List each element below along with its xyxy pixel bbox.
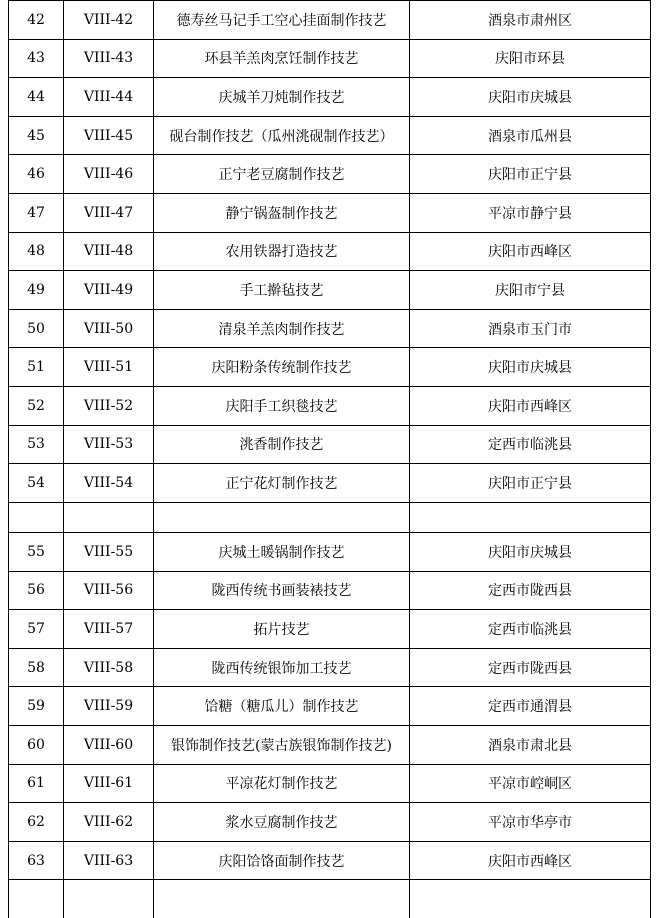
- row-number-cell: 60: [9, 725, 64, 764]
- region-cell: 庆阳市宁县: [410, 271, 651, 310]
- row-number-cell: 46: [9, 155, 64, 194]
- table-row: [9, 610, 651, 649]
- item-name-cell: 清泉羊羔肉制作技艺: [154, 309, 410, 348]
- row-number-cell: 47: [9, 193, 64, 232]
- row-number-cell: 49: [9, 271, 64, 310]
- table-row: [9, 348, 651, 387]
- row-number-cell: 58: [9, 648, 64, 687]
- table-row: [9, 78, 651, 117]
- item-code-cell: VIII-48: [64, 232, 154, 271]
- table-row: [9, 1, 651, 40]
- table-row: [9, 571, 651, 610]
- region-cell: 酒泉市肃北县: [410, 725, 651, 764]
- item-code-cell: VIII-54: [64, 464, 154, 503]
- empty-cell: [154, 880, 410, 918]
- row-number-cell: 50: [9, 309, 64, 348]
- row-number-cell: 45: [9, 116, 64, 155]
- region-cell: 定西市陇西县: [410, 648, 651, 687]
- row-number-cell: 56: [9, 571, 64, 610]
- row-number-cell: 42: [9, 1, 64, 40]
- row-number-cell: 59: [9, 687, 64, 726]
- item-name-cell: 静宁锅盔制作技艺: [154, 193, 410, 232]
- heritage-table-part-2: [8, 532, 651, 918]
- item-code-cell: VIII-57: [64, 610, 154, 649]
- region-cell: 酒泉市玉门市: [410, 309, 651, 348]
- item-name-cell: 环县羊羔肉烹饪制作技艺: [154, 39, 410, 78]
- region-cell: 平凉市华亭市: [410, 803, 651, 842]
- item-code-cell: VIII-44: [64, 78, 154, 117]
- item-name-cell: 正宁花灯制作技艺: [154, 464, 410, 503]
- item-name-cell: 庆城土暖锅制作技艺: [154, 533, 410, 572]
- row-number-cell: 55: [9, 533, 64, 572]
- item-name-cell: 银饰制作技艺(蒙古族银饰制作技艺): [154, 725, 410, 764]
- row-number-cell: 53: [9, 425, 64, 464]
- region-cell: 庆阳市庆城县: [410, 78, 651, 117]
- item-name-cell: 砚台制作技艺（瓜州洮砚制作技艺）: [154, 116, 410, 155]
- region-cell: 定西市临洮县: [410, 425, 651, 464]
- item-code-cell: VIII-46: [64, 155, 154, 194]
- region-cell: 庆阳市正宁县: [410, 155, 651, 194]
- heritage-table-part-1: [8, 0, 651, 541]
- item-code-cell: VIII-47: [64, 193, 154, 232]
- table-row: [9, 309, 651, 348]
- item-code-cell: VIII-56: [64, 571, 154, 610]
- item-code-cell: VIII-43: [64, 39, 154, 78]
- item-code-cell: VIII-62: [64, 803, 154, 842]
- empty-cell: [64, 880, 154, 918]
- region-cell: 庆阳市正宁县: [410, 464, 651, 503]
- item-code-cell: VIII-61: [64, 764, 154, 803]
- item-code-cell: VIII-55: [64, 533, 154, 572]
- table-continuation-stub: [9, 880, 651, 918]
- item-name-cell: 正宁老豆腐制作技艺: [154, 155, 410, 194]
- table-row: [9, 841, 651, 880]
- row-number-cell: 51: [9, 348, 64, 387]
- region-cell: 平凉市静宁县: [410, 193, 651, 232]
- table-row: [9, 533, 651, 572]
- item-code-cell: VIII-42: [64, 1, 154, 40]
- row-number-cell: 44: [9, 78, 64, 117]
- item-code-cell: VIII-53: [64, 425, 154, 464]
- region-cell: 庆阳市环县: [410, 39, 651, 78]
- item-name-cell: 德寿丝马记手工空心挂面制作技艺: [154, 1, 410, 40]
- item-code-cell: VIII-45: [64, 116, 154, 155]
- item-name-cell: 平凉花灯制作技艺: [154, 764, 410, 803]
- table-row: [9, 271, 651, 310]
- item-name-cell: 农用铁器打造技艺: [154, 232, 410, 271]
- region-cell: 定西市临洮县: [410, 610, 651, 649]
- item-name-cell: 陇西传统银饰加工技艺: [154, 648, 410, 687]
- row-number-cell: 63: [9, 841, 64, 880]
- item-code-cell: VIII-52: [64, 386, 154, 425]
- item-name-cell: 庆阳粉条传统制作技艺: [154, 348, 410, 387]
- table-row: [9, 464, 651, 503]
- table-row: [9, 648, 651, 687]
- table-row: [9, 155, 651, 194]
- item-code-cell: VIII-60: [64, 725, 154, 764]
- table-row: [9, 116, 651, 155]
- item-code-cell: VIII-59: [64, 687, 154, 726]
- region-cell: 庆阳市庆城县: [410, 348, 651, 387]
- item-code-cell: VIII-63: [64, 841, 154, 880]
- table-row: [9, 687, 651, 726]
- item-name-cell: 饸糖（糖瓜儿）制作技艺: [154, 687, 410, 726]
- row-number-cell: 57: [9, 610, 64, 649]
- region-cell: 定西市通渭县: [410, 687, 651, 726]
- item-name-cell: 手工擀毡技艺: [154, 271, 410, 310]
- item-code-cell: VIII-51: [64, 348, 154, 387]
- table-row: [9, 39, 651, 78]
- item-name-cell: 庆城羊刀炖制作技艺: [154, 78, 410, 117]
- region-cell: 庆阳市西峰区: [410, 386, 651, 425]
- item-name-cell: 拓片技艺: [154, 610, 410, 649]
- row-number-cell: 52: [9, 386, 64, 425]
- item-code-cell: VIII-50: [64, 309, 154, 348]
- row-number-cell: 43: [9, 39, 64, 78]
- row-number-cell: 54: [9, 464, 64, 503]
- item-name-cell: 浆水豆腐制作技艺: [154, 803, 410, 842]
- region-cell: 庆阳市西峰区: [410, 232, 651, 271]
- table-row: [9, 425, 651, 464]
- region-cell: 酒泉市肃州区: [410, 1, 651, 40]
- region-cell: 平凉市崆峒区: [410, 764, 651, 803]
- item-code-cell: VIII-49: [64, 271, 154, 310]
- item-name-cell: 洮香制作技艺: [154, 425, 410, 464]
- empty-cell: [410, 880, 651, 918]
- table-row: [9, 803, 651, 842]
- item-name-cell: 庆阳手工织毯技艺: [154, 386, 410, 425]
- region-cell: 定西市陇西县: [410, 571, 651, 610]
- region-cell: 酒泉市瓜州县: [410, 116, 651, 155]
- item-code-cell: VIII-58: [64, 648, 154, 687]
- table-row: [9, 764, 651, 803]
- row-number-cell: 62: [9, 803, 64, 842]
- table-row: [9, 232, 651, 271]
- table-row: [9, 386, 651, 425]
- region-cell: 庆阳市西峰区: [410, 841, 651, 880]
- row-number-cell: 61: [9, 764, 64, 803]
- row-number-cell: 48: [9, 232, 64, 271]
- table-row: [9, 725, 651, 764]
- table-row: [9, 193, 651, 232]
- empty-cell: [9, 880, 64, 918]
- region-cell: 庆阳市庆城县: [410, 533, 651, 572]
- item-name-cell: 庆阳饸饹面制作技艺: [154, 841, 410, 880]
- item-name-cell: 陇西传统书画装裱技艺: [154, 571, 410, 610]
